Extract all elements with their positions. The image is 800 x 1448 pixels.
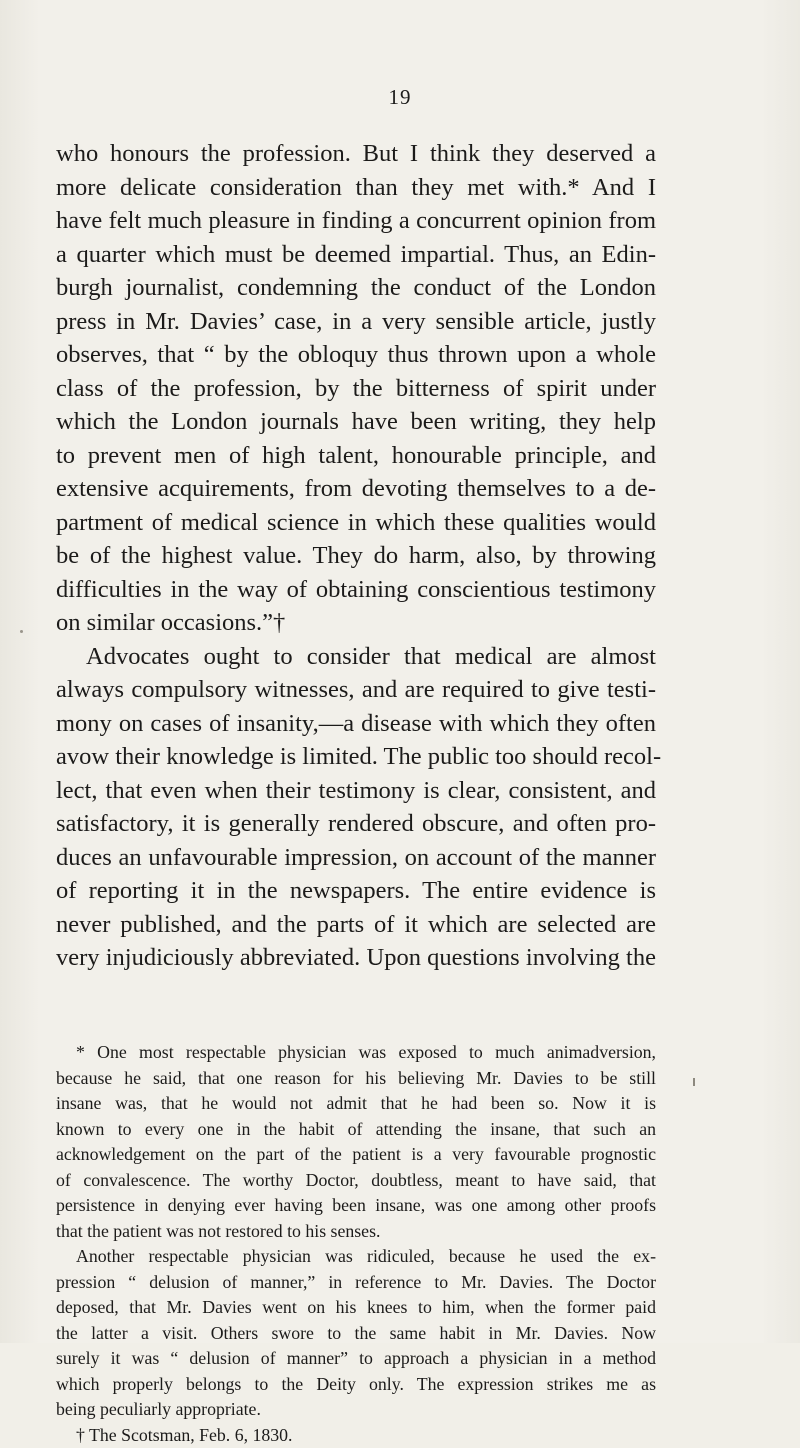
text-line: burgh journalist, condemning the conduct of the London <box>56 271 656 305</box>
footnote-line: † The Scotsman, Feb. 6, 1830. <box>56 1423 656 1448</box>
text-line: partment of medical science in which these qualities would <box>56 506 656 540</box>
text-line: observes, that “ by the obloquy thus thrown upon a whole <box>56 338 656 372</box>
footnote-line: being peculiarly appropriate. <box>56 1397 656 1423</box>
scan-speck <box>20 630 23 633</box>
footnote-line: * One most respectable physician was exposed to much animadversion, <box>56 1040 656 1066</box>
text-line: press in Mr. Davies’ case, in a very sensible article, justly <box>56 305 656 339</box>
text-line: to prevent men of high talent, honourable principle, and <box>56 439 656 473</box>
page-number: 19 <box>0 85 800 110</box>
text-line: who honours the profession. But I think they deserved a <box>56 137 656 171</box>
text-line: always compulsory witnesses, and are required to give testi- <box>56 673 656 707</box>
text-line: which the London journals have been writing, they help <box>56 405 656 439</box>
footnote-line: pression “ delusion of manner,” in reference to Mr. Davies. The Doctor <box>56 1270 656 1296</box>
text-line: difficulties in the way of obtaining conscientious testimony <box>56 573 656 607</box>
footnote-line: Another respectable physician was ridiculed, because he used the ex- <box>56 1244 656 1270</box>
text-line: more delicate consideration than they met with.* And I <box>56 171 656 205</box>
footnote-line: deposed, that Mr. Davies went on his knees to him, when the former paid <box>56 1295 656 1321</box>
footnote-line: acknowledgement on the part of the patient is a very favourable prognostic <box>56 1142 656 1168</box>
text-line: of reporting it in the newspapers. The entire evidence is <box>56 874 656 908</box>
text-line: Advocates ought to consider that medical are almost <box>56 640 656 674</box>
footnote-line: of convalescence. The worthy Doctor, doubtless, meant to have said, that <box>56 1168 656 1194</box>
footnote-line: that the patient was not restored to his senses. <box>56 1219 656 1245</box>
scan-speck <box>693 1078 695 1086</box>
text-line: very injudiciously abbreviated. Upon questions involving the <box>56 941 656 975</box>
text-line: lect, that even when their testimony is clear, consistent, and <box>56 774 656 808</box>
text-line: mony on cases of insanity,—a disease with which they often <box>56 707 656 741</box>
footnote-line: known to every one in the habit of attending the insane, that such an <box>56 1117 656 1143</box>
main-text <box>56 137 656 975</box>
text-line: extensive acquirements, from devoting themselves to a de- <box>56 472 656 506</box>
footnote-line: insane was, that he would not admit that he had been so. Now it is <box>56 1091 656 1117</box>
text-line: on similar occasions.”† <box>56 606 656 640</box>
footnote-line: which properly belongs to the Deity only. The expression strikes me as <box>56 1372 656 1398</box>
text-line: have felt much pleasure in finding a concurrent opinion from <box>56 204 656 238</box>
footnote-line: because he said, that one reason for his believing Mr. Davies to be still <box>56 1066 656 1092</box>
footnote-line: surely it was “ delusion of manner” to approach a physician in a method <box>56 1346 656 1372</box>
text-line: be of the highest value. They do harm, also, by throwing <box>56 539 656 573</box>
footnotes <box>56 1040 656 1448</box>
footnote-line: the latter a visit. Others swore to the same habit in Mr. Davies. Now <box>56 1321 656 1347</box>
text-line: a quarter which must be deemed impartial. Thus, an Edin- <box>56 238 656 272</box>
text-line: class of the profession, by the bitterness of spirit under <box>56 372 656 406</box>
text-line: avow their knowledge is limited. The public too should recol- <box>56 740 656 774</box>
text-line: never published, and the parts of it which are selected are <box>56 908 656 942</box>
text-line: satisfactory, it is generally rendered obscure, and often pro- <box>56 807 656 841</box>
text-line: duces an unfavourable impression, on account of the manner <box>56 841 656 875</box>
footnote-line: persistence in denying ever having been insane, was one among other proofs <box>56 1193 656 1219</box>
